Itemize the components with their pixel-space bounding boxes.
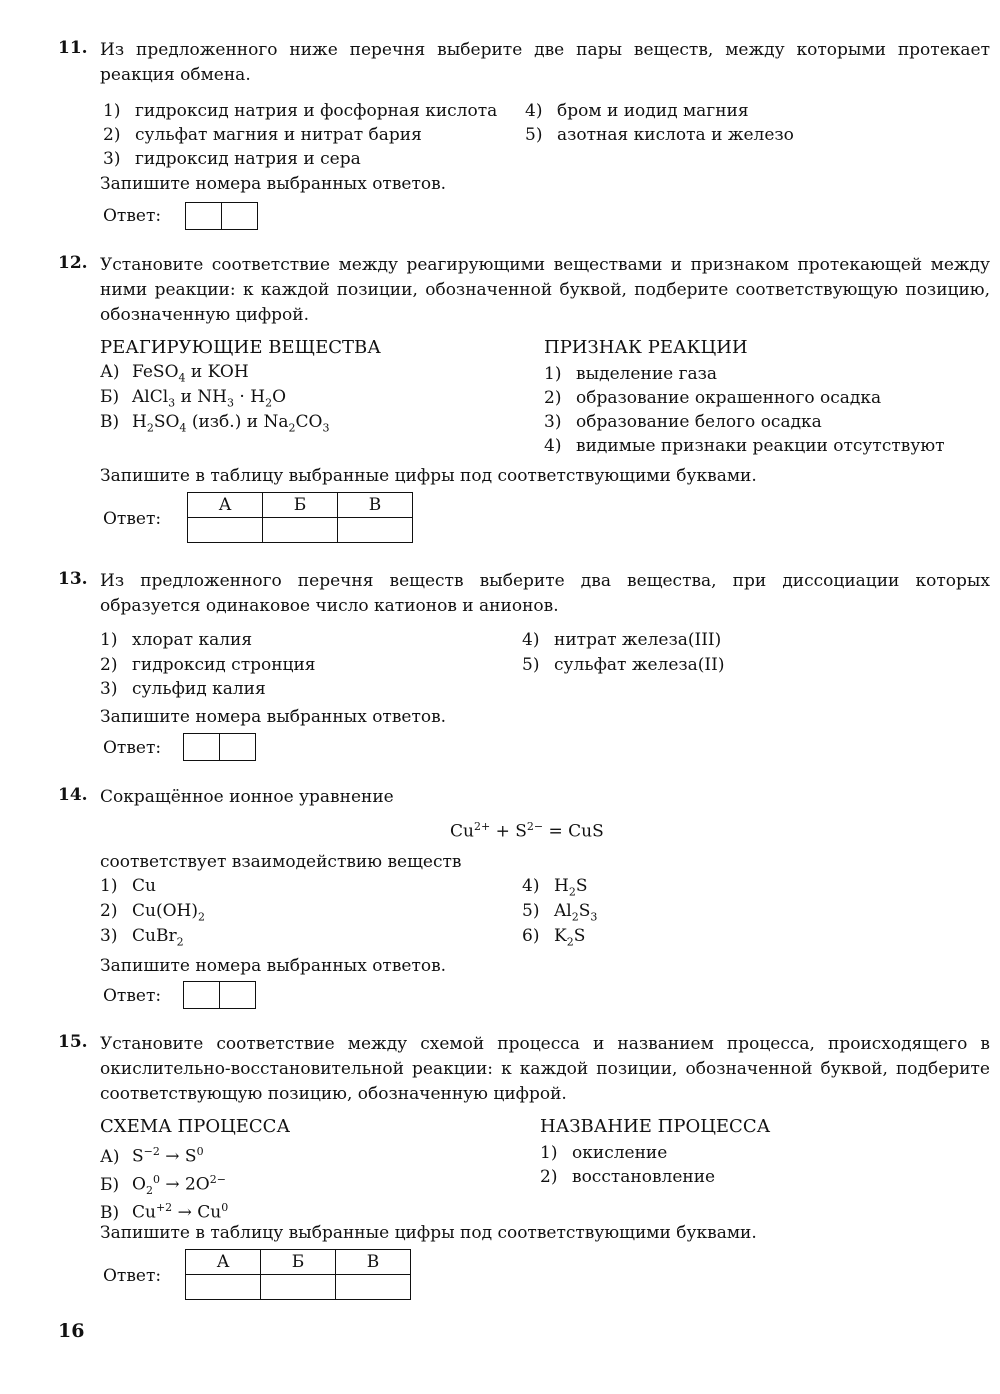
question-number: 12.: [58, 253, 88, 273]
instruction: Запишите в таблицу выбранные цифры под соответствующими буквами.: [100, 1223, 757, 1243]
answer-label: Ответ:: [103, 509, 162, 529]
option-2: 2) $Cu(OH)_2$: [100, 901, 205, 924]
answer-table: [187, 492, 413, 543]
answer-cell-a[interactable]: [186, 1275, 261, 1300]
instruction: Запишите в таблицу выбранные цифры под соответствующими буквами.: [100, 466, 757, 486]
option-1: 1) Cu: [100, 876, 156, 896]
option-5: 5) $Al_2S_3$: [522, 901, 598, 924]
right-column-header: НАЗВАНИЕ ПРОЦЕССА: [540, 1116, 771, 1137]
right-column-header: ПРИЗНАК РЕАКЦИИ: [544, 337, 748, 358]
option-4: 4) бром и иодид магния: [525, 101, 749, 121]
table-header-a: А: [188, 493, 263, 518]
option-6: 6) $K_2S$: [522, 926, 586, 949]
option-1: 1) хлорат калия: [100, 630, 253, 650]
answer-cell-b[interactable]: [263, 518, 338, 543]
answer-label: Ответ:: [103, 986, 162, 1006]
question-number: 11.: [58, 38, 88, 58]
page-number: 16: [58, 1320, 85, 1342]
question-number: 14.: [58, 785, 88, 805]
right-item-1: 1) выделение газа: [544, 364, 718, 384]
question-text: Сокращённое ионное уравнение: [100, 787, 394, 807]
right-item-3: 3) образование белого осадка: [544, 412, 822, 432]
ionic-equation: $Cu^{2+} + S^{2-}$ = CuS: [450, 820, 604, 842]
table-header-b: Б: [261, 1250, 336, 1275]
instruction: Запишите номера выбранных ответов.: [100, 956, 447, 976]
option-4: 4) нитрат железа(III): [522, 630, 722, 650]
option-1: 1) гидроксид натрия и фосфорная кислота: [103, 101, 498, 121]
answer-box[interactable]: [183, 981, 256, 1009]
right-item-4: 4) видимые признаки реакции отсутствуют: [544, 436, 945, 456]
question-text: Из предложенного перечня веществ выберите два вещества, при диссоциации которых образуется одинаковое число катионов и анионов.: [100, 571, 990, 616]
question-text: Из предложенного ниже перечня выберите две пары веществ, между которыми протекает реакция обмена.: [100, 40, 990, 85]
question-number: 15.: [58, 1032, 88, 1052]
instruction: Запишите номера выбранных ответов.: [100, 707, 447, 727]
left-column-header: СХЕМА ПРОЦЕССА: [100, 1116, 291, 1137]
left-item-v: В) $H_2SO_4$ (изб.) и $Na_2CO_3$: [100, 412, 330, 435]
table-header-b: Б: [263, 493, 338, 518]
question-text: Установите соответствие между схемой процесса и названием процесса, происходящего в окислительно-восстановительной реакции: к каждой позиции, обозначенной буквой, подберите соответствующую позицию, обозначенную цифрой.: [100, 1034, 990, 1104]
table-header-v: В: [336, 1250, 411, 1275]
left-item-b: Б) AlCl$_3$ и $NH_3 \cdot H_2O$: [100, 387, 286, 410]
table-header-v: В: [338, 493, 413, 518]
answer-box[interactable]: [183, 733, 256, 761]
option-2: 2) сульфат магния и нитрат бария: [103, 125, 422, 145]
question-number: 13.: [58, 569, 88, 589]
answer-label: Ответ:: [103, 1266, 162, 1286]
option-3: 3) сульфид калия: [100, 679, 266, 699]
answer-cell-b[interactable]: [261, 1275, 336, 1300]
option-3: 3) CuBr$_2$: [100, 926, 184, 949]
right-item-2: 2) образование окрашенного осадка: [544, 388, 882, 408]
right-item-1: 1) окисление: [540, 1143, 668, 1163]
answer-box[interactable]: [185, 202, 258, 230]
option-2: 2) гидроксид стронция: [100, 655, 316, 675]
option-5: 5) азотная кислота и железо: [525, 125, 794, 145]
right-item-2: 2) восстановление: [540, 1167, 716, 1187]
answer-cell-v[interactable]: [336, 1275, 411, 1300]
option-4: 4) $H_2S$: [522, 876, 588, 899]
answer-table: [185, 1249, 411, 1300]
answer-label: Ответ:: [103, 738, 162, 758]
answer-label: Ответ:: [103, 206, 162, 226]
option-3: 3) гидроксид натрия и сера: [103, 149, 361, 169]
answer-cell-v[interactable]: [338, 518, 413, 543]
option-5: 5) сульфат железа(II): [522, 655, 725, 675]
left-item-a: А) $S^{-2} \to S^0$: [100, 1145, 204, 1167]
left-item-a: А) FeSO$_4$ и KOH: [100, 362, 249, 385]
left-item-b: Б) $O_2^0 \to 2O^{2-}$: [100, 1173, 226, 1198]
answer-cell-a[interactable]: [188, 518, 263, 543]
table-header-a: А: [186, 1250, 261, 1275]
left-column-header: РЕАГИРУЮЩИЕ ВЕЩЕСТВА: [100, 337, 381, 358]
question-text-2: соответствует взаимодействию веществ: [100, 852, 462, 872]
question-text: Установите соответствие между реагирующими веществами и признаком протекающей между ними реакции: к каждой позиции, обозначенной буквой, подберите соответствующую позицию, обозначенную цифрой.: [100, 255, 990, 325]
left-item-v: В) $Cu^{+2} \to Cu^0$: [100, 1201, 229, 1223]
instruction: Запишите номера выбранных ответов.: [100, 174, 447, 194]
